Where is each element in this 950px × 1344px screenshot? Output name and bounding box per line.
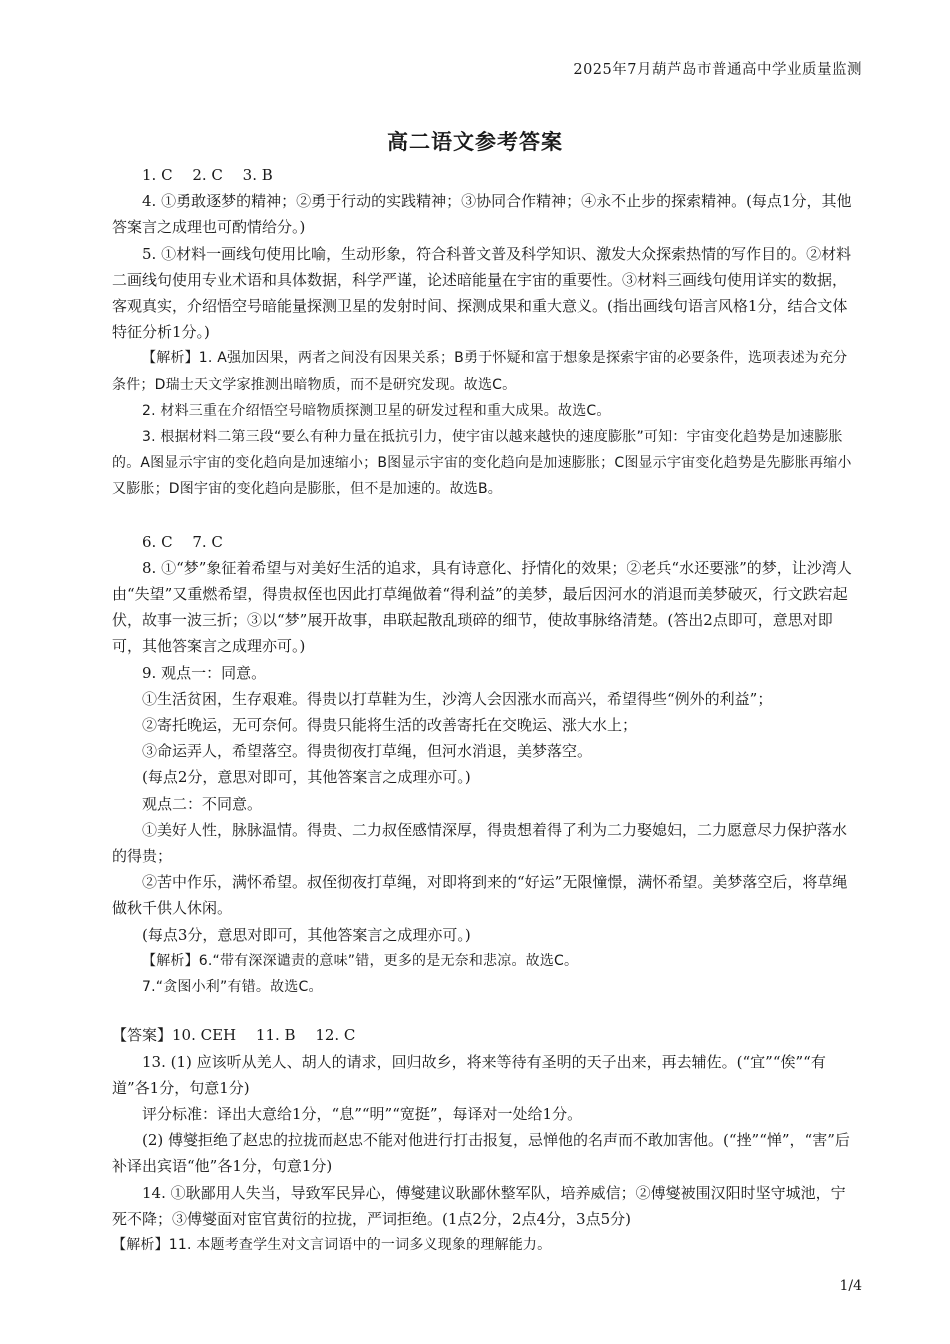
answer-4: 4. ①勇敢逐梦的精神；②勇于行动的实践精神；③协同合作精神；④永不止步的探索精神。(每点1分，其他答案言之成理也可酌情给分。) <box>112 192 852 237</box>
answer-9-view-2: 观点二：不同意。 <box>142 794 263 813</box>
answers-6-7: 6. C 7. C <box>142 532 223 551</box>
page-header: 2025年7月葫芦岛市普通高中学业质量监测 <box>573 62 862 78</box>
analysis-7: 7.“贪图小利”有错。故选C。 <box>142 979 323 996</box>
answer-8: 8. ①“梦”象征着希望与对美好生活的追求，具有诗意化、抒情化的效果；②老兵“水还要涨”的梦，让沙湾人由“失望”又重燃希望，得贵叔侄也因此打草绳做着“得利益”的美梦，最后因河水的消退而美梦破灭，行文跌宕起伏，故事一波三折；③以“梦”展开故事，串联起散乱琐碎的细节，使故事脉络清楚。(答出2点即可，意思对即可，其他答案言之成理亦可。) <box>112 558 852 656</box>
answer-5: 5. ①材料一画线句使用比喻，生动形象，符合科普文普及科学知识、激发大众探索热情的写作目的。②材料二画线句使用专业术语和具体数据，科学严谨，论述暗能量在宇宙的重要性。③材料三画线句使用详实的数据，客观真实，介绍悟空号暗能量探测卫星的发射时间、探测成果和重大意义。(指出画线句语言风格1分，结合文体特征分析1分。) <box>112 244 852 342</box>
analysis-3: 3. 根据材料二第三段“要么有种力量在抵抗引力，使宇宙以越来越快的速度膨胀”可知：宇宙变化趋势是加速膨胀的。A图显示宇宙的变化趋向是加速缩小；B图显示宇宙的变化趋向是加速膨胀；C图显示宇宙变化趋势是先膨胀再缩小又膨胀；D图宇宙的变化趋向是膨胀，但不是加速的。故选B。 <box>112 429 852 498</box>
analysis-11: 【解析】11. 本题考查学生对文言词语中的一词多义现象的理解能力。 <box>112 1236 552 1253</box>
answer-14: 14. ①耿鄙用人失当，导致军民异心，傅燮建议耿鄙休整军队，培养威信；②傅燮被围汉阳时坚守城池，宁死不降；③傅燮面对宦官黄衍的拉拢，严词拒绝。(1点2分，2点4分，3点5分) <box>112 1183 846 1228</box>
answer-13-1: 13. (1) 应该听从羌人、胡人的请求，回归故乡，将来等待有圣明的天子出来，再去辅佐。(“宜”“俟”“有道”各1分，句意1分) <box>112 1052 826 1097</box>
answer-9-scoring-1: (每点2分，意思对即可，其他答案言之成理亦可。) <box>142 768 471 787</box>
answer-9-point-3: ③命运弄人，希望落空。得贵彻夜打草绳，但河水消退，美梦落空。 <box>142 742 593 761</box>
answers-10-12: 【答案】10. CEH 11. B 12. C <box>112 1026 356 1045</box>
answer-9-point-1: ①生活贫困，生存艰难。得贵以打草鞋为生，沙湾人会因涨水而高兴，希望得些“例外的利益”； <box>142 689 773 708</box>
answer-13-2: (2) 傅燮拒绝了赵忠的拉拢而赵忠不能对他进行打击报复，忌惮他的名声而不敢加害他。(“挫”“惮”，“害”后补译出宾语“他”各1分，句意1分) <box>112 1131 850 1176</box>
answer-9-heading: 9. 观点一：同意。 <box>142 663 267 682</box>
answer-9-scoring-2: (每点3分，意思对即可，其他答案言之成理亦可。) <box>142 925 471 944</box>
analysis-1: 【解析】1. A强加因果，两者之间没有因果关系；B勇于怀疑和富于想象是探索宇宙的必要条件，选项表述为充分条件；D瑞士天文学家推测出暗物质，而不是研究发现。故选C。 <box>112 350 848 393</box>
analysis-6: 【解析】6.“带有深深谴责的意味”错，更多的是无奈和悲凉。故选C。 <box>142 952 579 969</box>
page-number: 1/4 <box>839 1278 862 1294</box>
page-title: 高二语文参考答案 <box>387 130 563 154</box>
answer-body <box>112 162 860 1258</box>
section-gap <box>112 503 860 529</box>
answer-13-scoring: 评分标准：译出大意给1分，“息”“明”“宽挺”，每译对一处给1分。 <box>142 1104 583 1123</box>
answers-1-3: 1. C 2. C 3. B <box>142 166 273 184</box>
answer-9-view-2-point-1: ①美好人性，脉脉温情。得贵、二力叔侄感情深厚，得贵想着得了利为二力娶媳妇，二力愿意尽力保护落水的得贵； <box>112 820 848 866</box>
answer-9-point-2: ②寄托晚运，无可奈何。得贵只能将生活的改善寄托在交晚运、涨大水上； <box>142 716 638 735</box>
section-gap <box>112 1000 860 1022</box>
analysis-2: 2. 材料三重在介绍悟空号暗物质探测卫星的研发过程和重大成果。故选C。 <box>142 402 611 419</box>
answer-9-view-2-point-2: ②苦中作乐，满怀希望。叔侄彻夜打草绳，对即将到来的“好运”无限憧憬，满怀希望。美梦落空后，将草绳做秋千供人休闲。 <box>112 873 848 918</box>
